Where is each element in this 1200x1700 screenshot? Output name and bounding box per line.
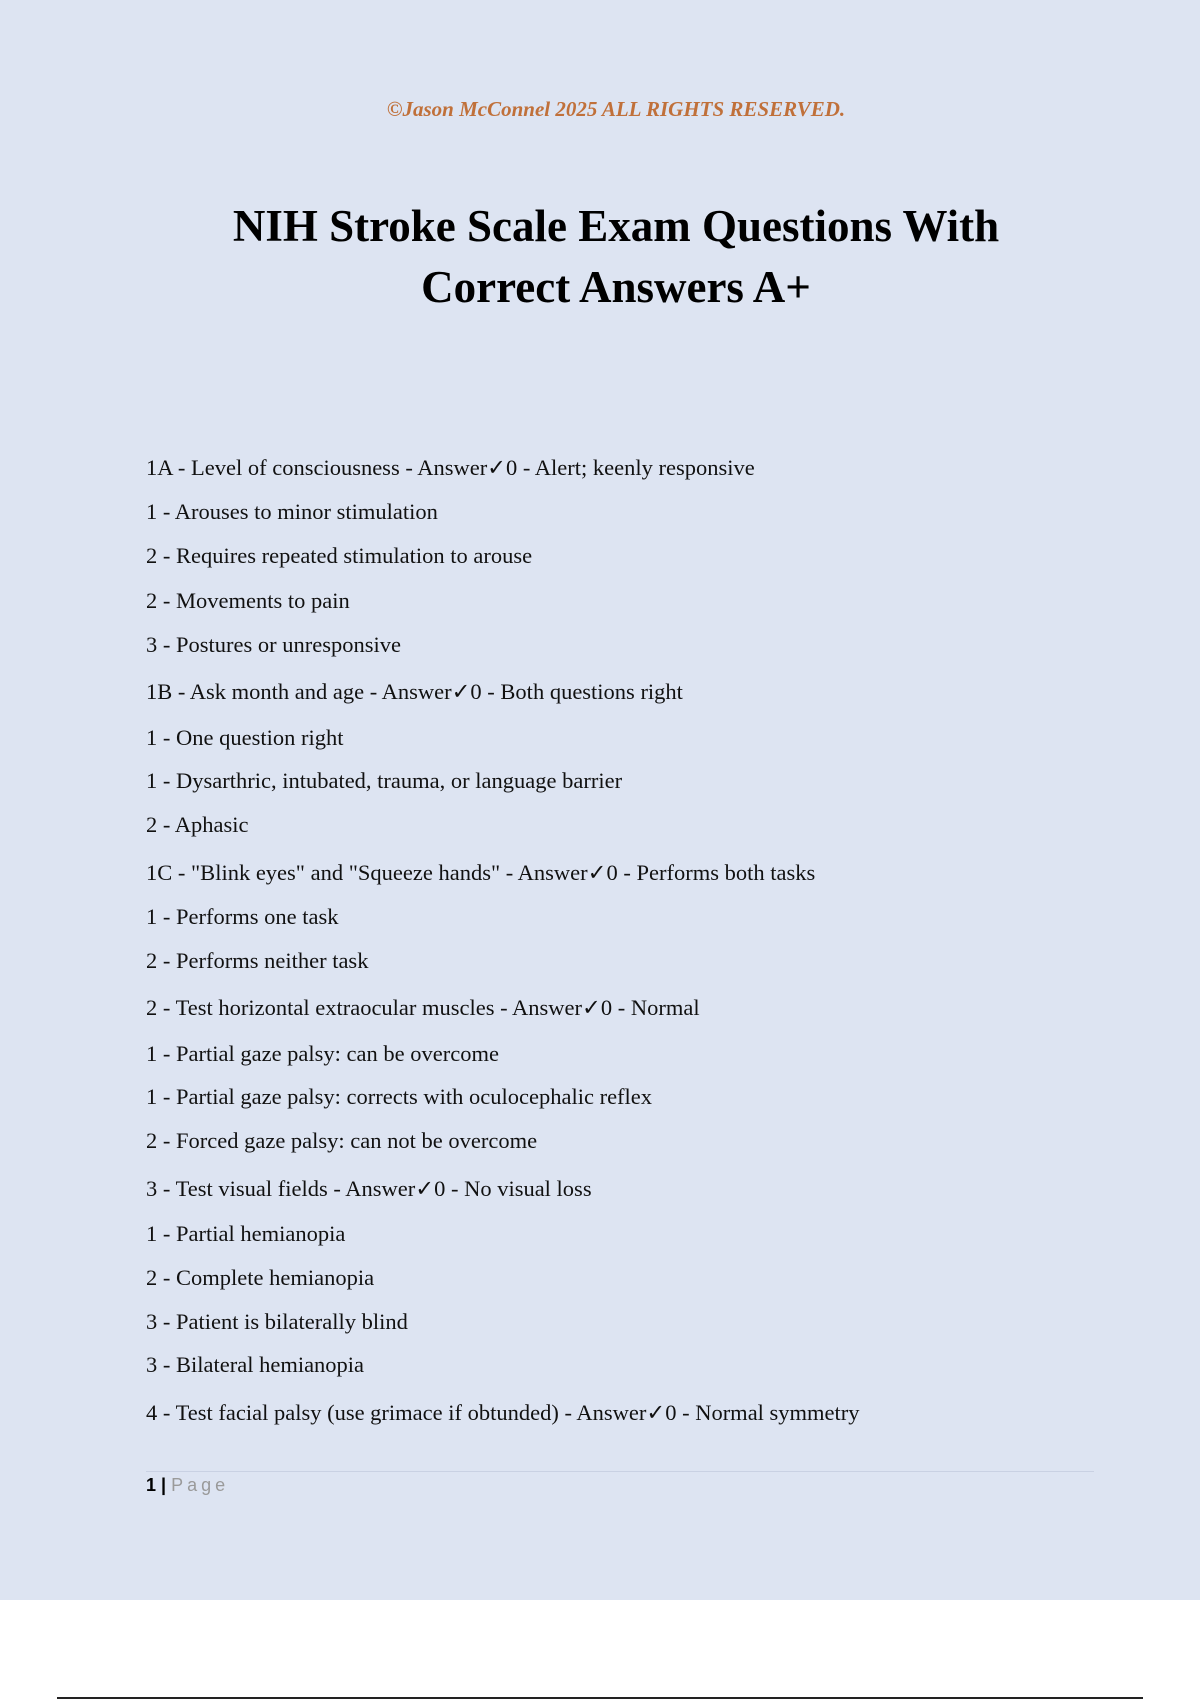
question-line: 2 - Test horizontal extraocular muscles - Answer✓0 - Normal: [146, 995, 700, 1020]
answer-line: 1 - Arouses to minor stimulation: [146, 499, 438, 524]
answer-line: 1 - One question right: [146, 725, 344, 750]
answer-line: 3 - Patient is bilaterally blind: [146, 1309, 408, 1334]
answer-line: 2 - Complete hemianopia: [146, 1265, 375, 1290]
answer-line: 3 - Postures or unresponsive: [146, 632, 401, 657]
answer-line: 1 - Dysarthric, intubated, trauma, or language barrier: [146, 768, 623, 793]
title-line-1: NIH Stroke Scale Exam Questions With: [232, 201, 1000, 251]
question-line: 4 - Test facial palsy (use grimace if obtunded) - Answer✓0 - Normal symmetry: [146, 1400, 860, 1425]
answer-line: 2 - Performs neither task: [146, 948, 369, 973]
page-footer: [146, 1475, 229, 1496]
page-label: Page: [171, 1475, 230, 1495]
answer-line: 3 - Bilateral hemianopia: [146, 1352, 365, 1377]
answer-line: 2 - Movements to pain: [146, 588, 350, 613]
footer-separator: |: [161, 1475, 167, 1495]
title-line-2: Correct Answers A+: [421, 262, 811, 312]
bottom-divider: [57, 1697, 1143, 1699]
answer-line: 2 - Forced gaze palsy: can not be overcome: [146, 1128, 538, 1153]
question-line: 1C - "Blink eyes" and "Squeeze hands" - Answer✓0 - Performs both tasks: [146, 860, 816, 885]
answer-line: 1 - Partial gaze palsy: can be overcome: [146, 1041, 499, 1066]
answer-line: 2 - Requires repeated stimulation to arouse: [146, 543, 533, 568]
answer-line: 1 - Partial gaze palsy: corrects with oculocephalic reflex: [146, 1084, 653, 1109]
page-number: 1: [146, 1475, 157, 1495]
document-title: [0, 196, 1200, 318]
question-line: 3 - Test visual fields - Answer✓0 - No visual loss: [146, 1176, 592, 1201]
copyright-notice: ©Jason McConnel 2025 ALL RIGHTS RESERVED.: [386, 97, 846, 121]
answer-line: 2 - Aphasic: [146, 812, 249, 837]
footer-divider: [146, 1471, 1094, 1472]
answer-line: 1 - Performs one task: [146, 904, 339, 929]
question-line: 1B - Ask month and age - Answer✓0 - Both questions right: [146, 679, 683, 704]
question-line: 1A - Level of consciousness - Answer✓0 - Alert; keenly responsive: [146, 455, 755, 480]
answer-line: 1 - Partial hemianopia: [146, 1221, 346, 1246]
